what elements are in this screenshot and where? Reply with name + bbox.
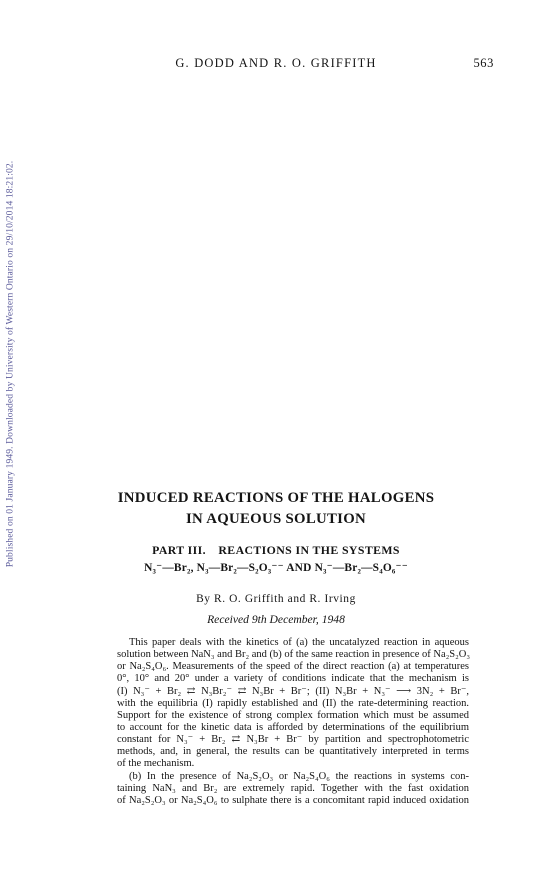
abstract-line: taining NaN₃ and Br₂ are extremely rapid. Together with the fast oxidation <box>117 782 469 794</box>
abstract-line: 0°, 10° and 20° under a variety of conditions indicate that the mechanism is <box>117 673 469 685</box>
abstract-line: to account for the kinetic data is afforded by determinations of the equilibrium <box>117 721 469 733</box>
abstract-line: constant for N₃⁻ + Br₂ ⇄ N₃Br + Br⁻ by partition and spectrophotometric <box>117 734 469 746</box>
received-date <box>0 613 552 626</box>
download-watermark-text: Published on 01 January 1949. Downloaded by University of Western Ontario on 29/10/2014 18:21:02. <box>4 160 16 568</box>
abstract-line: This paper deals with the kinetics of (a) the uncatalyzed reaction in aqueous <box>129 637 469 648</box>
article-title-line-2: IN AQUEOUS SOLUTION <box>185 511 367 527</box>
abstract-line: (I) N₃⁻ + Br₂ ⇄ N₃Br₂⁻ ⇄ N₃Br + Br⁻; (II) N₃Br + N₃⁻ ⟶ 3N₂ + Br⁻, <box>117 685 469 697</box>
abstract-line: methods, and, in general, the results can be quantitatively interpreted in terms <box>117 746 469 758</box>
running-head-authors: G. DODD AND R. O. GRIFFITH <box>175 56 377 70</box>
abstract-line: or Na₂S₄O₆. Measurements of the speed of the direct reaction (a) at temperatures <box>117 661 469 673</box>
part-title <box>0 543 552 558</box>
abstract <box>117 637 469 807</box>
page-number: 563 <box>473 56 494 70</box>
abstract-line: Support for the existence of strong complex formation which must be assumed <box>117 709 469 721</box>
abstract-line: of the mechanism. <box>117 758 195 770</box>
abstract-line: of Na₂S₂O₃ or Na₂S₄O₆ to sulphate there is a concomitant rapid induced oxidation <box>117 794 469 806</box>
part-heading: REACTIONS IN THE SYSTEMS <box>218 543 400 557</box>
abstract-line: with the equilibria (I) rapidly established and (II) the rate-determining reaction. <box>117 697 469 709</box>
abstract-line: (b) In the presence of Na₂S₂O₃ or Na₂S₄O₆ the reactions in systems con- <box>129 770 469 782</box>
article-title-line-1: INDUCED REACTIONS OF THE HALOGENS <box>117 490 435 506</box>
part-systems: N₃⁻—Br₂, N₃—Br₂—S₂O₃⁻⁻ AND N₃⁻—Br₂—S₄O₆⁻⁻ <box>144 562 408 574</box>
running-head <box>0 56 552 72</box>
abstract-line: solution between NaN₃ and Br₂ and (b) of the same reaction in presence of Na₂S₂O₃ <box>117 649 471 661</box>
received-label: Received <box>207 613 249 626</box>
received-date-value: 9th December, 1948 <box>251 613 345 626</box>
byline: By R. O. Griffith and R. Irving <box>196 593 356 605</box>
part-number: PART III. <box>152 543 207 557</box>
